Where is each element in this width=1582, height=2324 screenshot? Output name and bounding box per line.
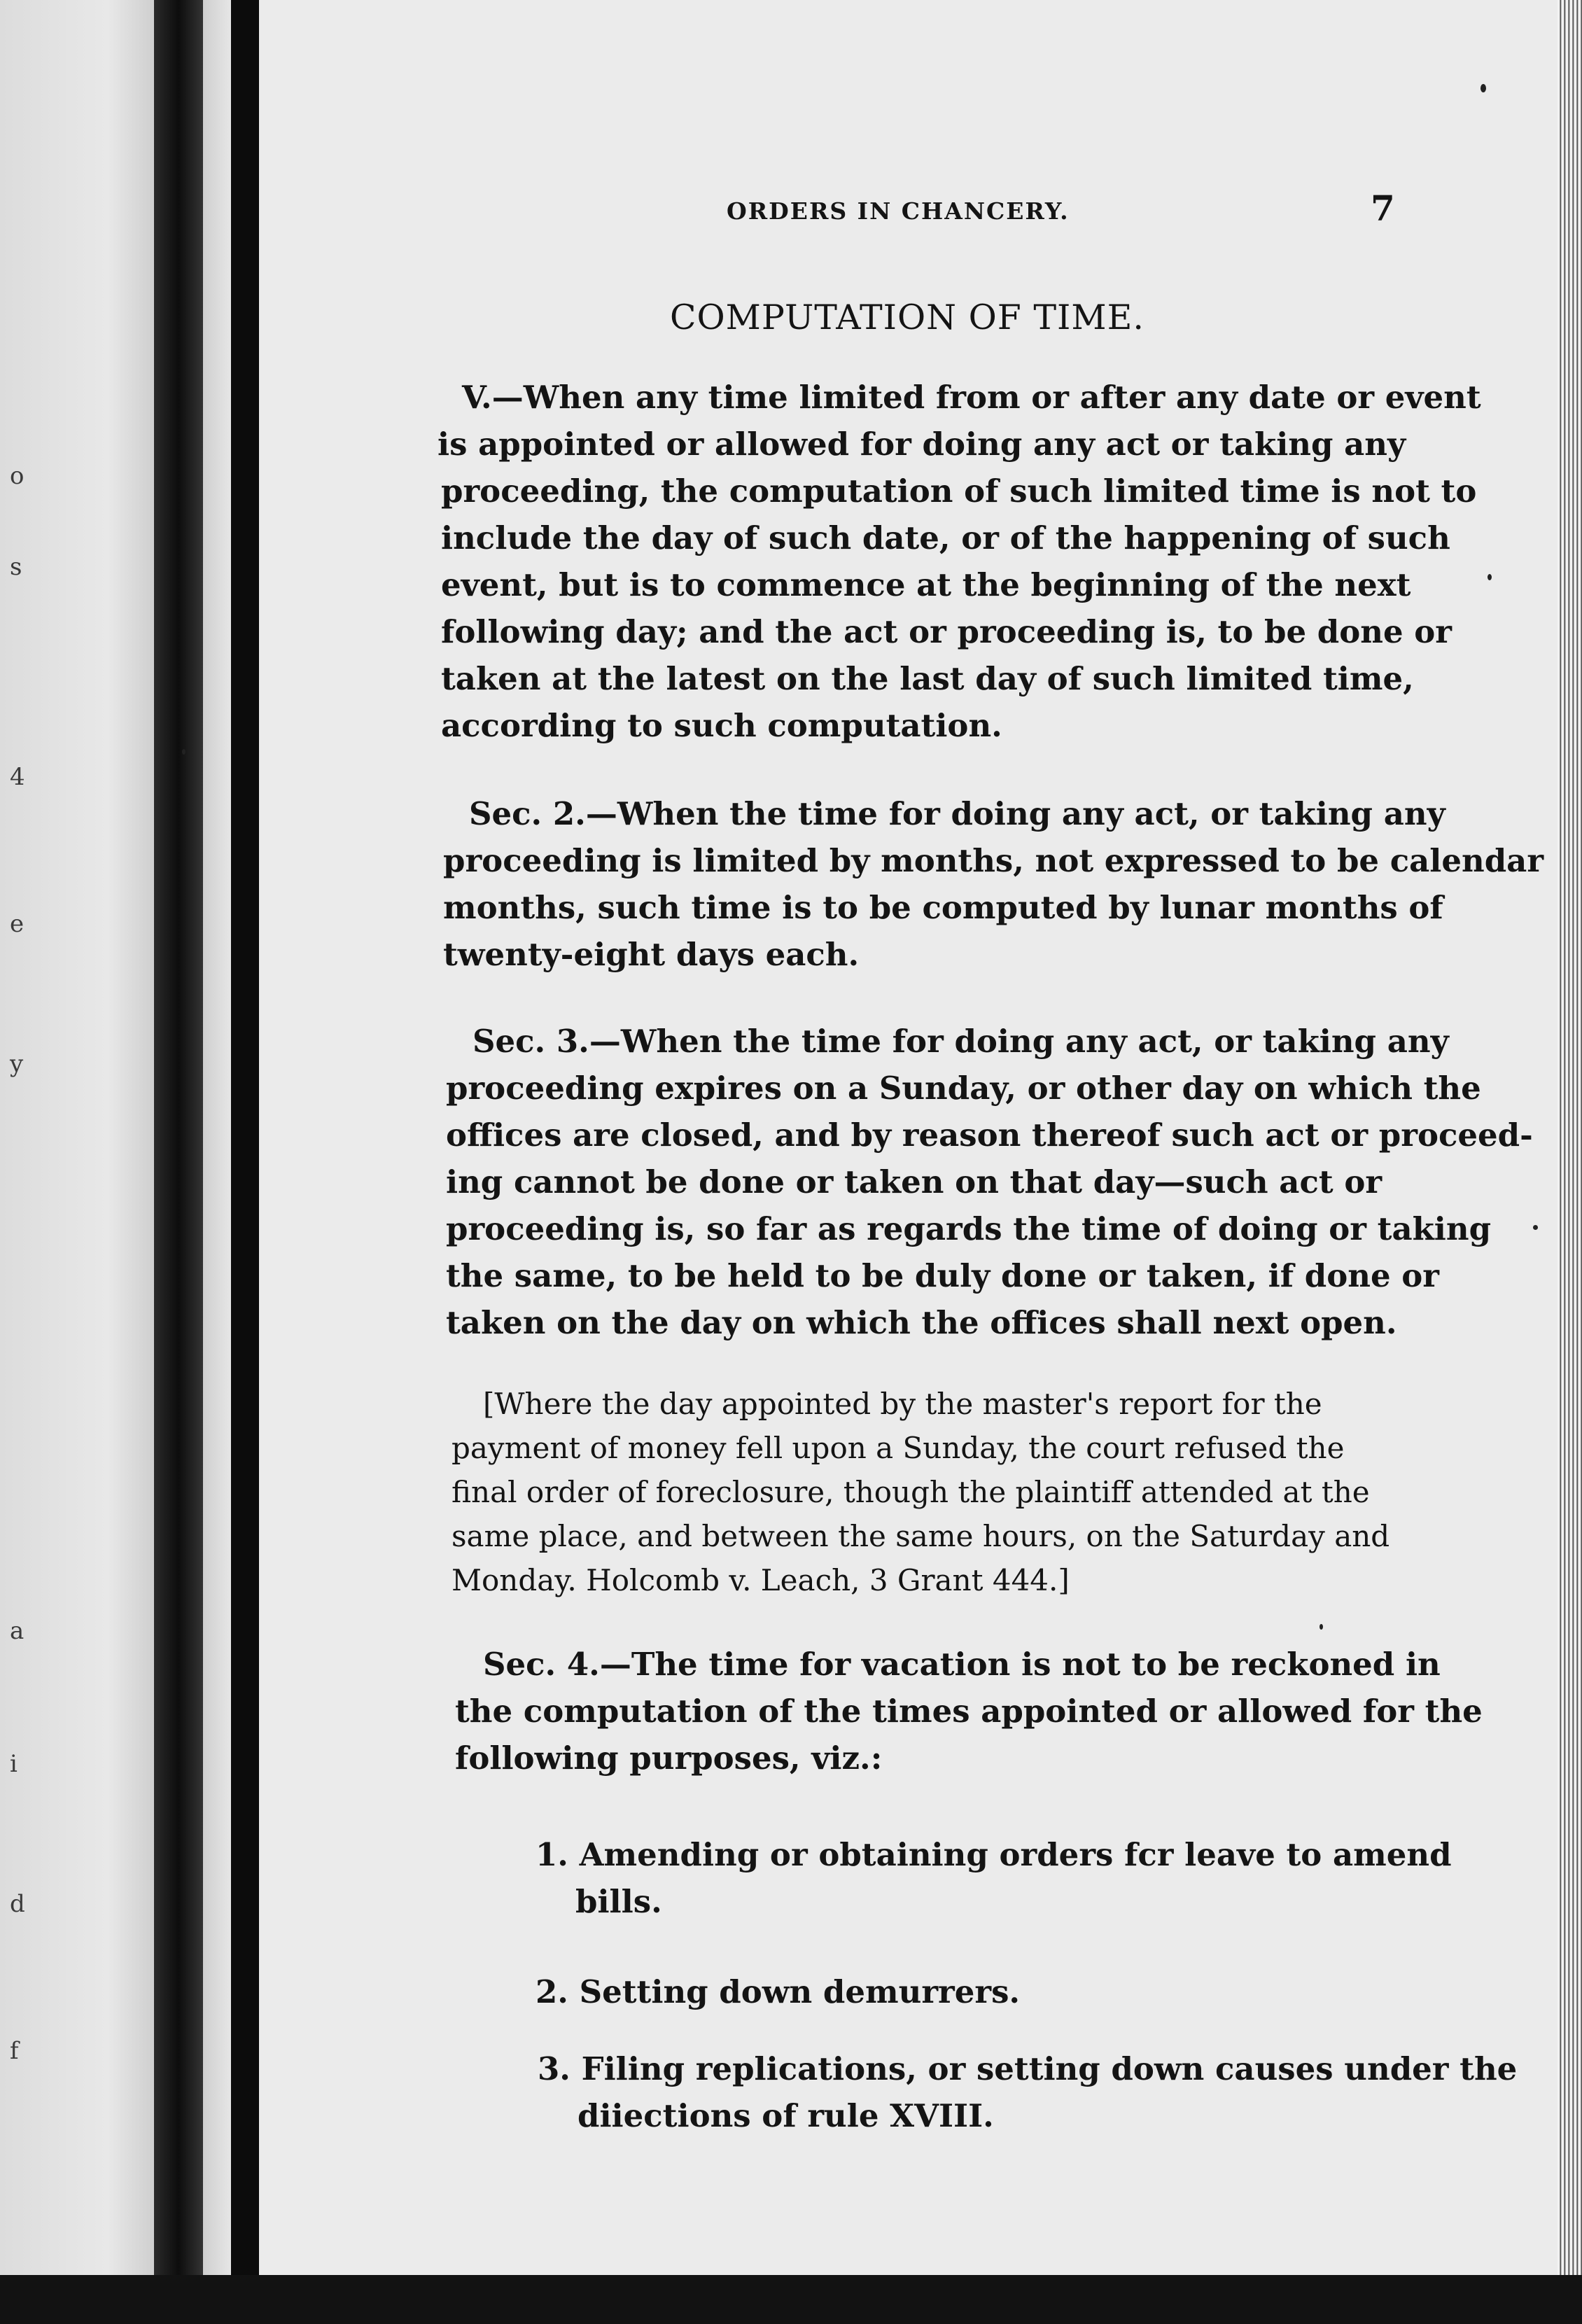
text-line: following purposes, viz.: <box>455 1740 883 1777</box>
text-line: proceeding expires on a Sunday, or other day on which the <box>446 1070 1481 1107</box>
text-line: proceeding is limited by months, not expressed to be calendar <box>443 842 1544 879</box>
scan-bottom-border <box>0 2275 1582 2324</box>
text-line: [Where the day appointed by the master's report for the <box>483 1387 1322 1421</box>
text-line: taken on the day on which the offices shall next open. <box>446 1304 1397 1341</box>
text-line: is appointed or allowed for doing any act or taking any <box>438 426 1406 463</box>
text-line: diiections of rule XVIII. <box>578 2097 994 2134</box>
text-line: following day; and the act or proceeding is, to be done or <box>441 613 1452 650</box>
facing-page-fragment: e <box>10 910 24 938</box>
ink-speck <box>1488 574 1492 580</box>
text-line: ing cannot be done or taken on that day—such act or <box>446 1163 1382 1200</box>
page-edge-stack <box>1558 0 1582 2324</box>
facing-page-fragment: f <box>10 2037 19 2065</box>
running-head-title: ORDERS IN CHANCERY. <box>727 197 1070 225</box>
text-line: taken at the latest on the last day of such limited time, <box>441 660 1414 697</box>
text-line: include the day of such date, or of the happening of such <box>441 519 1450 556</box>
ink-speck <box>1320 1624 1323 1630</box>
text-line: months, such time is to be computed by lunar months of <box>443 889 1443 926</box>
facing-page-fragment: i <box>10 1750 18 1778</box>
text-line: the same, to be held to be duly done or taken, if done or <box>446 1257 1440 1294</box>
text-line: 1. Amending or obtaining orders fcr leave to amend <box>536 1836 1452 1873</box>
binding-gutter-shadow <box>154 0 203 2324</box>
text-line: event, but is to commence at the beginning of the next <box>441 566 1411 603</box>
text-line: 3. Filing replications, or setting down causes under the <box>538 2050 1518 2087</box>
binding-gutter-line <box>231 0 259 2324</box>
facing-page-fragment: s <box>10 553 22 581</box>
facing-page-fragment: o <box>10 462 24 490</box>
facing-page-fragment: d <box>10 1890 25 1918</box>
text-line: final order of foreclosure, though the plaintiff attended at the <box>451 1475 1370 1509</box>
text-line: according to such computation. <box>441 707 1002 744</box>
book-page <box>259 0 1561 2275</box>
facing-page-edge <box>0 0 154 2324</box>
ink-speck <box>182 749 186 755</box>
text-line: bills. <box>575 1883 662 1920</box>
text-line: Sec. 3.—When the time for doing any act, or taking any <box>472 1023 1449 1060</box>
text-line: offices are closed, and by reason thereof such act or proceed- <box>446 1116 1533 1154</box>
text-line: Monday. Holcomb v. Leach, 3 Grant 444.] <box>451 1563 1070 1597</box>
text-line: 2. Setting down demurrers. <box>536 1973 1021 2010</box>
facing-page-fragment: y <box>10 1050 24 1078</box>
text-line: Sec. 4.—The time for vacation is not to be reckoned in <box>483 1646 1441 1683</box>
text-line: proceeding, the computation of such limited time is not to <box>441 472 1477 510</box>
page-number: 7 <box>1371 188 1395 229</box>
ink-speck <box>1480 84 1486 92</box>
text-line: Sec. 2.—When the time for doing any act, or taking any <box>469 795 1446 832</box>
section-title: COMPUTATION OF TIME. <box>670 298 1144 337</box>
facing-page-fragment: a <box>10 1617 24 1645</box>
text-line: payment of money fell upon a Sunday, the court refused the <box>451 1431 1345 1465</box>
ink-speck <box>1533 1225 1538 1230</box>
text-line: V.—When any time limited from or after any date or event <box>462 379 1481 416</box>
facing-page-fragment: 4 <box>10 763 25 791</box>
text-line: the computation of the times appointed or allowed for the <box>455 1693 1483 1730</box>
text-line: twenty-eight days each. <box>443 936 860 973</box>
text-line: same place, and between the same hours, on the Saturday and <box>451 1519 1390 1553</box>
binding-gutter-strip <box>203 0 231 2324</box>
text-line: proceeding is, so far as regards the time of doing or taking <box>446 1210 1492 1247</box>
